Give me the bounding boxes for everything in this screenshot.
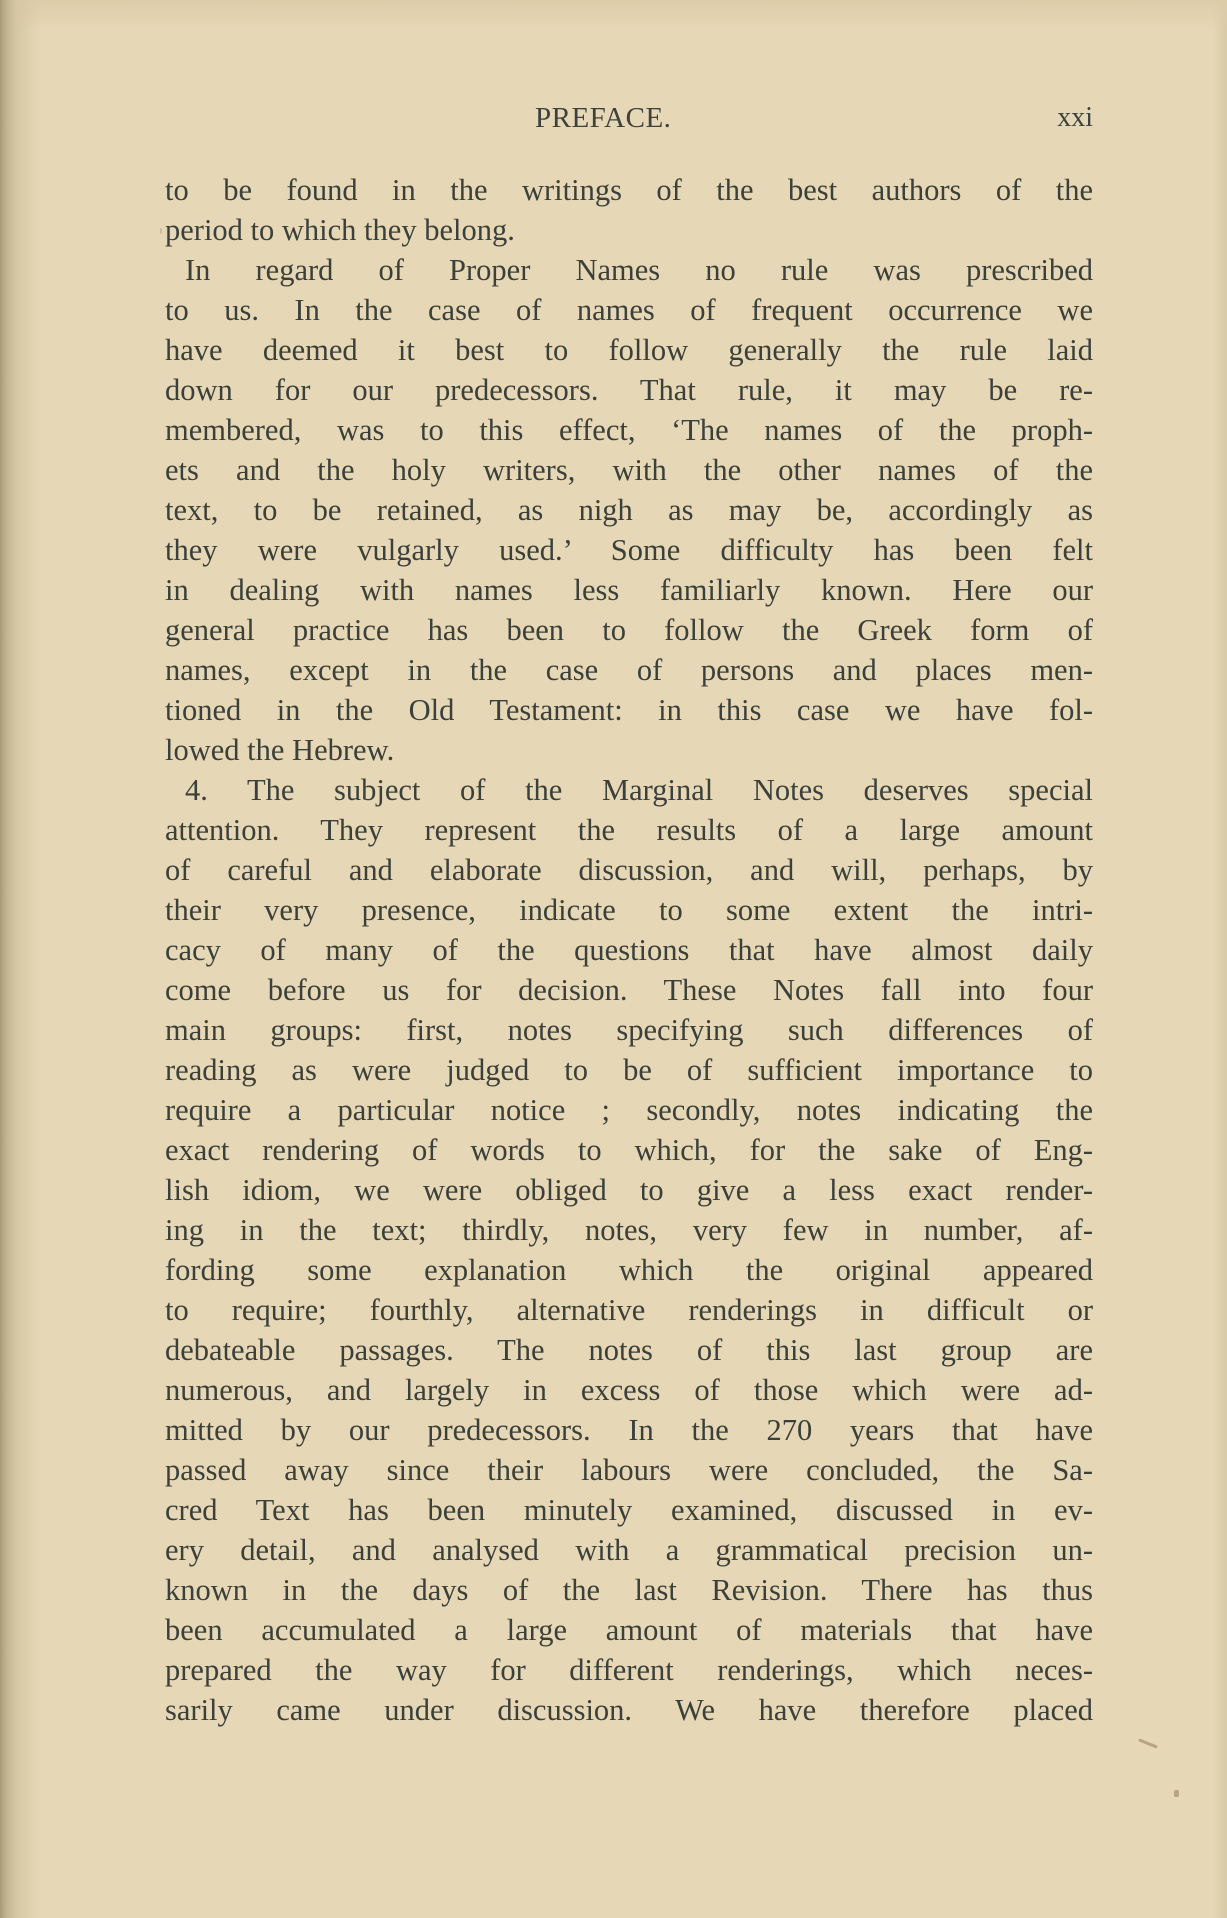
ink-mark bbox=[1138, 1738, 1158, 1748]
text-line: have deemed it best to follow generally the rule laid bbox=[165, 333, 1093, 367]
text-line: exact rendering of words to which, for the sake of Eng- bbox=[165, 1133, 1093, 1167]
running-head-title: PREFACE. bbox=[535, 102, 672, 134]
text-line: they were vulgarly used.’ Some difficulty has been felt bbox=[165, 533, 1093, 567]
text-line: text, to be retained, as nigh as may be, accordingly as bbox=[165, 493, 1093, 527]
text-line: period to which they belong. bbox=[165, 213, 515, 247]
text-line: mitted by our predecessors. In the 270 years that have bbox=[165, 1413, 1093, 1447]
text-line: to us. In the case of names of frequent occurrence we bbox=[165, 293, 1093, 327]
text-line: names, except in the case of persons and places men- bbox=[165, 653, 1093, 687]
text-line: general practice has been to follow the Greek form of bbox=[165, 613, 1093, 647]
text-line: to require; fourthly, alternative renderings in difficult or bbox=[165, 1293, 1093, 1327]
text-line: in dealing with names less familiarly known. Here our bbox=[165, 573, 1093, 607]
running-head bbox=[165, 100, 1093, 136]
text-line: tioned in the Old Testament: in this case we have fol- bbox=[165, 693, 1093, 727]
text-line: cacy of many of the questions that have almost daily bbox=[165, 933, 1093, 967]
page-number: xxi bbox=[1057, 102, 1093, 133]
text-line: In regard of Proper Names no rule was prescribed bbox=[185, 253, 1093, 287]
text-line: ets and the holy writers, with the other names of the bbox=[165, 453, 1093, 487]
text-line: to be found in the writings of the best authors of the bbox=[165, 173, 1093, 207]
text-line: attention. They represent the results of a large amount bbox=[165, 813, 1093, 847]
text-line: sarily came under discussion. We have therefore placed bbox=[165, 1693, 1093, 1727]
text-line: ery detail, and analysed with a grammatical precision un- bbox=[165, 1533, 1093, 1567]
text-line: their very presence, indicate to some extent the intri- bbox=[165, 893, 1093, 927]
text-line: passed away since their labours were concluded, the Sa- bbox=[165, 1453, 1093, 1487]
text-line: been accumulated a large amount of materials that have bbox=[165, 1613, 1093, 1647]
text-line: lowed the Hebrew. bbox=[165, 733, 395, 767]
text-line: reading as were judged to be of sufficient importance to bbox=[165, 1053, 1093, 1087]
body-text bbox=[165, 170, 1093, 1730]
text-line: cred Text has been minutely examined, discussed in ev- bbox=[165, 1493, 1093, 1527]
text-line: numerous, and largely in excess of those which were ad- bbox=[165, 1373, 1093, 1407]
text-line: fording some explanation which the original appeared bbox=[165, 1253, 1093, 1287]
text-line: come before us for decision. These Notes fall into four bbox=[165, 973, 1093, 1007]
ink-mark bbox=[1174, 1790, 1179, 1797]
text-line: down for our predecessors. That rule, it may be re- bbox=[165, 373, 1093, 407]
text-line: membered, was to this effect, ‘The names of the proph- bbox=[165, 413, 1093, 447]
text-line: ing in the text; thirdly, notes, very few in number, af- bbox=[165, 1213, 1093, 1247]
text-line: 4. The subject of the Marginal Notes deserves special bbox=[185, 773, 1093, 807]
text-line: lish idiom, we were obliged to give a less exact render- bbox=[165, 1173, 1093, 1207]
ink-mark bbox=[160, 228, 162, 234]
text-line: main groups: first, notes specifying such differences of bbox=[165, 1013, 1093, 1047]
text-line: require a particular notice ; secondly, notes indicating the bbox=[165, 1093, 1093, 1127]
text-line: of careful and elaborate discussion, and will, perhaps, by bbox=[165, 853, 1093, 887]
text-line: known in the days of the last Revision. There has thus bbox=[165, 1573, 1093, 1607]
text-line: prepared the way for different renderings, which neces- bbox=[165, 1653, 1093, 1687]
text-line: debateable passages. The notes of this last group are bbox=[165, 1333, 1093, 1367]
